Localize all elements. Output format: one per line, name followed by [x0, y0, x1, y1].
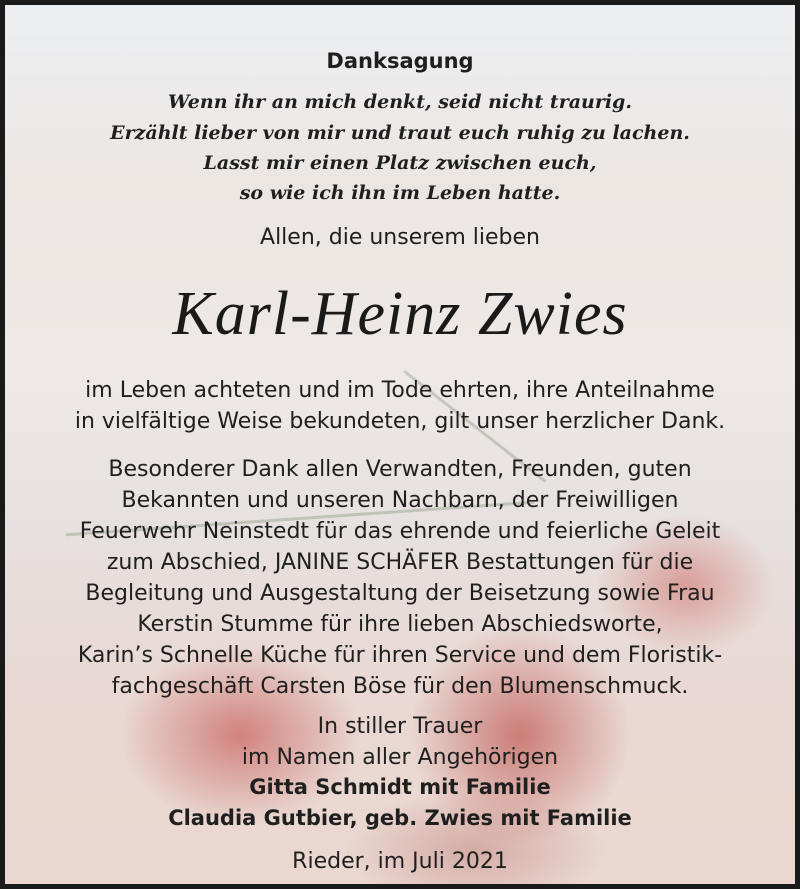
- family-name: Claudia Gutbier, geb. Zwies mit Familie: [168, 806, 632, 830]
- thanks-line: in vielfältige Weise bekundeten, gilt unser herzlicher Dank.: [74, 409, 726, 434]
- special-thanks-line: fachgeschäft Carsten Böse für den Blumenschmuck.: [111, 674, 689, 699]
- special-thanks-line: Besonderer Dank allen Verwandten, Freunden, guten: [108, 457, 692, 482]
- special-thanks-line: Begleitung und Ausgestaltung der Beisetzung sowie Frau: [85, 581, 715, 606]
- deceased-name: Karl-Heinz Zwies: [172, 280, 628, 348]
- poem-line: so wie ich ihn im Leben hatte.: [239, 182, 561, 204]
- mourning-line: In stiller Trauer: [317, 714, 483, 739]
- poem-line: Lasst mir einen Platz zwischen euch,: [203, 152, 597, 174]
- special-thanks-line: Bekannten und unseren Nachbarn, der Freiwilligen: [121, 488, 679, 513]
- special-thanks-line: Kerstin Stumme für ihre lieben Abschiedsworte,: [137, 612, 663, 637]
- special-thanks-line: zum Abschied, JANINE SCHÄFER Bestattungen für die: [106, 550, 694, 575]
- thanks-line: im Leben achteten und im Tode ehrten, ihre Anteilnahme: [85, 378, 715, 403]
- poem-line: Erzählt lieber von mir und traut euch ruhig zu lachen.: [110, 122, 690, 144]
- poem-line: Wenn ihr an mich denkt, seid nicht traurig.: [168, 91, 632, 113]
- special-thanks-line: Feuerwehr Neinstedt für das ehrende und feierliche Geleit: [79, 519, 721, 544]
- family-name: Gitta Schmidt mit Familie: [249, 775, 551, 799]
- intro-text: Allen, die unserem lieben: [260, 225, 540, 250]
- mourning-line: im Namen aller Angehörigen: [241, 745, 559, 770]
- place-date: Rieder, im Juli 2021: [292, 849, 508, 874]
- notice-heading: Danksagung: [326, 49, 474, 73]
- special-thanks-line: Karin’s Schnelle Küche für ihren Service und dem Floristik-: [77, 643, 723, 668]
